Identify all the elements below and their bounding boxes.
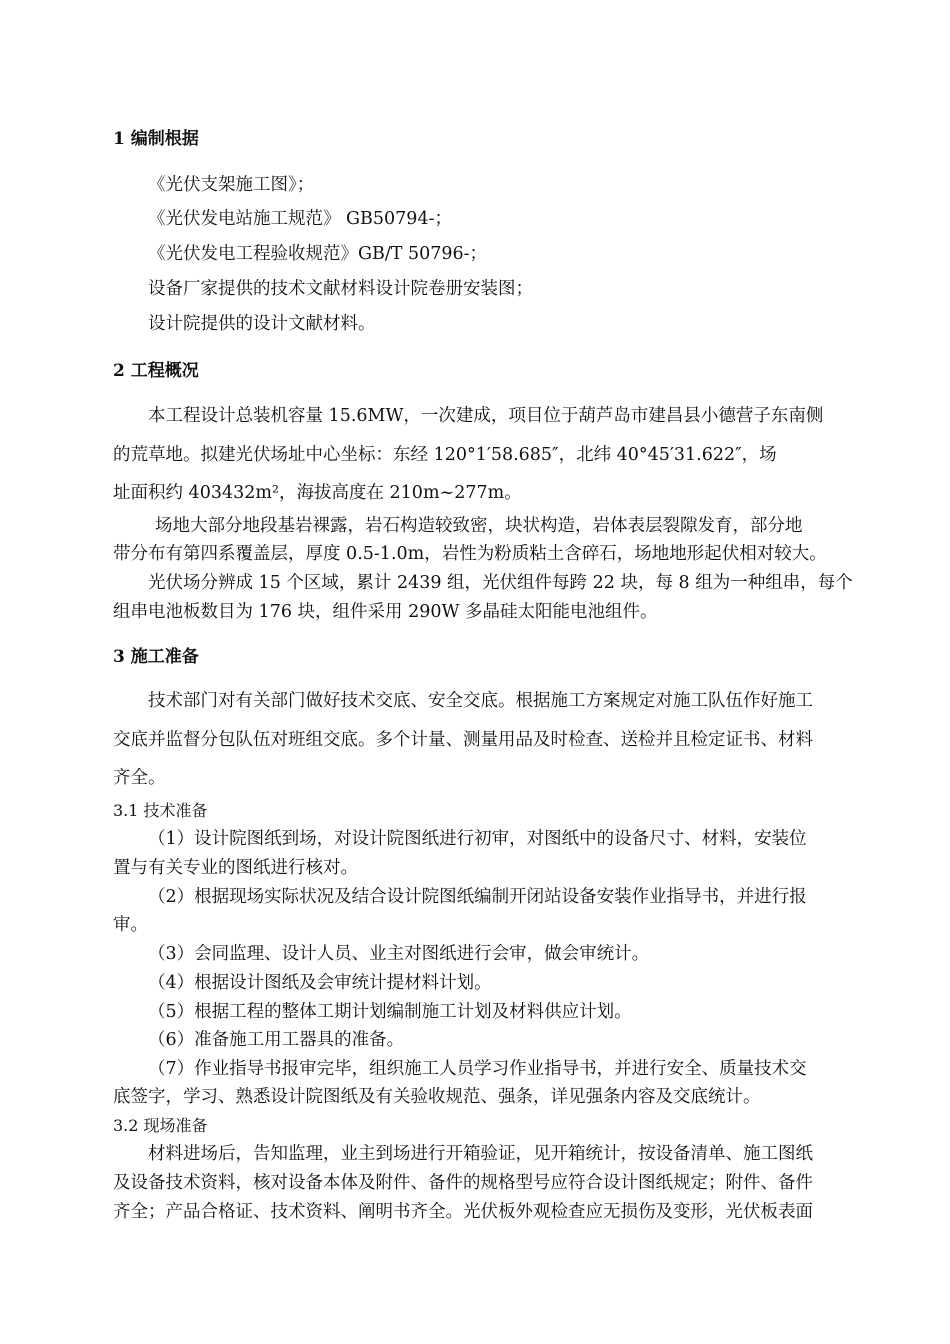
paragraph-line: 光伏场分辨成 15 个区域，累计 2439 组，光伏组件每跨 22 块，每 8 组为一种组串，每个 bbox=[148, 573, 853, 593]
subsection-3-1-heading: 3.1 技术准备 bbox=[113, 801, 208, 820]
reference-item: 设备厂家提供的技术文献材料设计院卷册安装图； bbox=[148, 279, 533, 299]
paragraph-line: 齐全；产品合格证、技术资料、阐明书齐全。光伏板外观检查应无损伤及变形，光伏板表面 bbox=[113, 1202, 813, 1222]
reference-item: 设计院提供的设计文献材料。 bbox=[148, 314, 376, 334]
paragraph-line: 的荒草地。拟建光伏场址中心坐标：东经 120°1′58.685″，北纬 40°45′31.622″，场 bbox=[113, 445, 777, 465]
list-item-line: （6）准备施工用工器具的准备。 bbox=[148, 1030, 405, 1050]
list-item-line: （3）会同监理、设计人员、业主对图纸进行会审，做会审统计。 bbox=[148, 944, 650, 964]
list-item-line: （5）根据工程的整体工期计划编制施工计划及材料供应计划。 bbox=[148, 1002, 632, 1022]
paragraph-line: 交底并监督分包队伍对班组交底。多个计量、测量用品及时检查、送检并且检定证书、材料 bbox=[113, 730, 813, 750]
list-item-line: 底签字，学习、熟悉设计院图纸及有关验收规范、强条，详见强条内容及交底统计。 bbox=[113, 1087, 761, 1107]
reference-item: 《光伏支架施工图》； bbox=[148, 175, 315, 195]
paragraph-line: 技术部门对有关部门做好技术交底、安全交底。根据施工方案规定对施工队伍作好施工 bbox=[148, 691, 813, 711]
list-item-line: （7）作业指导书报审完毕，组织施工人员学习作业指导书，并进行安全、质量技术交 bbox=[148, 1059, 807, 1079]
list-item-line: （2）根据现场实际状况及结合设计院图纸编制开闭站设备安装作业指导书，并进行报 bbox=[148, 887, 807, 907]
paragraph-line: 齐全。 bbox=[113, 768, 166, 788]
list-item-line: 置与有关专业的图纸进行核对。 bbox=[113, 858, 358, 878]
paragraph-line: 材料进场后，告知监理，业主到场进行开箱验证，见开箱统计，按设备清单、施工图纸 bbox=[148, 1144, 813, 1164]
section-2-heading: 2 工程概况 bbox=[113, 361, 199, 381]
reference-item: 《光伏发电站施工规范》 GB50794-； bbox=[148, 209, 452, 229]
list-item-line: 审。 bbox=[113, 915, 148, 935]
paragraph-line: 组串电池板数目为 176 块，组件采用 290W 多晶硅太阳能电池组件。 bbox=[113, 602, 658, 622]
subsection-3-2-heading: 3.2 现场准备 bbox=[113, 1116, 208, 1135]
paragraph-line: 本工程设计总装机容量 15.6MW，一次建成，项目位于葫芦岛市建昌县小德营子东南侧 bbox=[148, 406, 824, 426]
paragraph-line: 址面积约 403432m²，海拔高度在 210m~277m。 bbox=[113, 483, 522, 503]
reference-item: 《光伏发电工程验收规范》GB/T 50796-； bbox=[148, 244, 488, 264]
list-item-line: （4）根据设计图纸及会审统计提材料计划。 bbox=[148, 973, 492, 993]
section-1-heading: 1 编制根据 bbox=[113, 129, 199, 149]
paragraph-line: 带分布有第四系覆盖层，厚度 0.5-1.0m，岩性为粉质粘土含碎石，场地地形起伏相对较大。 bbox=[113, 544, 827, 564]
paragraph-line: 及设备技术资料，核对设备本体及附件、备件的规格型号应符合设计图纸规定；附件、备件 bbox=[113, 1173, 813, 1193]
list-item-line: （1）设计院图纸到场，对设计院图纸进行初审，对图纸中的设备尺寸、材料，安装位 bbox=[148, 829, 807, 849]
section-3-heading: 3 施工准备 bbox=[113, 647, 199, 667]
paragraph-line: 场地大部分地段基岩裸露，岩石构造较致密，块状构造，岩体表层裂隙发育，部分地 bbox=[155, 516, 803, 536]
